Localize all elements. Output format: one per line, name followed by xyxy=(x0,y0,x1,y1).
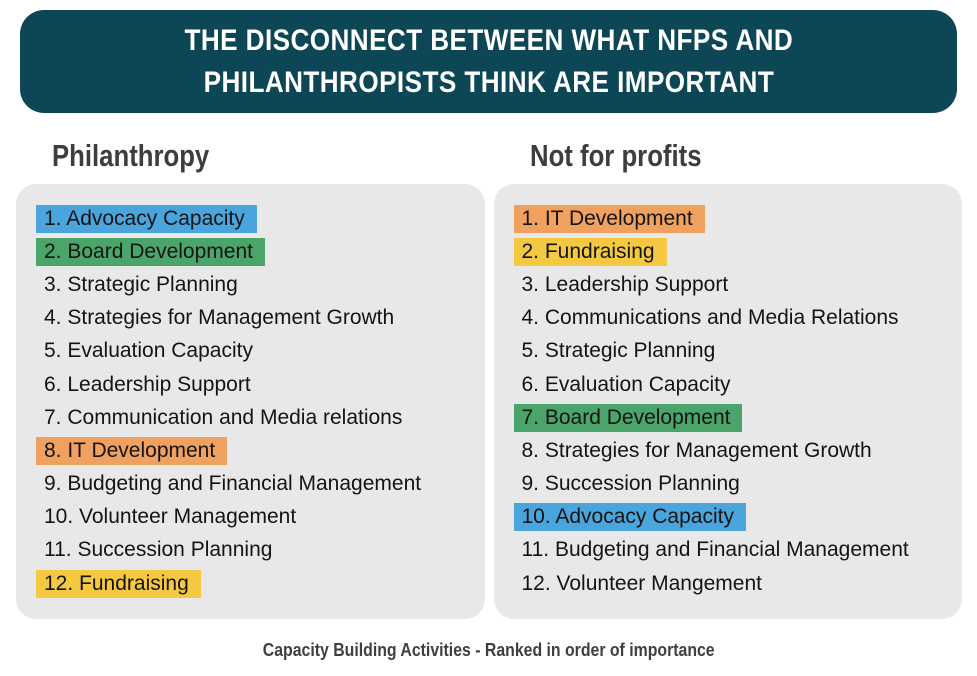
list-item-text-highlighted: 8. IT Development xyxy=(36,437,227,465)
list-item xyxy=(522,268,953,301)
not-for-profits-heading: Not for profits xyxy=(529,138,702,173)
list-item xyxy=(44,434,475,467)
list-item xyxy=(522,468,953,501)
philanthropy-heading: Philanthropy xyxy=(52,138,210,173)
list-item-text-highlighted: 2. Fundraising xyxy=(514,238,667,266)
list-item xyxy=(44,401,475,434)
list-item-text-highlighted: 1. Advocacy Capacity xyxy=(36,205,257,233)
list-item-text-highlighted: 2. Board Development xyxy=(36,238,265,266)
list-item-text: 8. Strategies for Management Growth xyxy=(521,438,872,462)
list-item xyxy=(522,401,953,434)
footer-caption xyxy=(0,640,977,661)
list-item-text: 11. Succession Planning xyxy=(44,538,273,562)
list-item xyxy=(44,268,475,301)
list-item xyxy=(44,501,475,534)
list-item xyxy=(44,567,475,600)
list-item xyxy=(522,567,953,600)
list-item xyxy=(44,202,475,235)
list-item xyxy=(44,368,475,401)
list-item-text: 12. Volunteer Mangement xyxy=(521,571,762,595)
column-philanthropy xyxy=(16,132,485,619)
list-item xyxy=(44,235,475,268)
list-item xyxy=(522,235,953,268)
list-item-text-highlighted: 10. Advocacy Capacity xyxy=(514,503,746,531)
list-item xyxy=(522,434,953,467)
list-item-text: 11. Budgeting and Financial Management xyxy=(521,538,909,562)
list-item-text: 10. Volunteer Management xyxy=(44,505,297,529)
list-item xyxy=(522,335,953,368)
column-not-for-profits xyxy=(494,132,963,619)
comparison-columns xyxy=(16,132,962,619)
philanthropy-ranked-list xyxy=(44,202,475,600)
list-item-text: 4. Communications and Media Relations xyxy=(521,306,899,330)
list-item-text: 3. Leadership Support xyxy=(521,272,729,296)
list-item-text-highlighted: 1. IT Development xyxy=(514,205,705,233)
list-item-text: 5. Strategic Planning xyxy=(521,339,716,363)
title-banner xyxy=(20,10,957,113)
philanthropy-panel xyxy=(16,184,485,619)
title-line-1: THE DISCONNECT BETWEEN WHAT NFPS AND xyxy=(184,23,793,57)
list-item-text: 6. Leadership Support xyxy=(44,372,251,396)
list-item-text: 6. Evaluation Capacity xyxy=(521,372,731,396)
list-item-text: 7. Communication and Media relations xyxy=(44,405,403,429)
list-item xyxy=(522,368,953,401)
list-item xyxy=(522,501,953,534)
list-item-text-highlighted: 7. Board Development xyxy=(514,404,743,432)
list-item xyxy=(522,302,953,335)
list-item-text: 4. Strategies for Management Growth xyxy=(44,306,395,330)
list-item-text: 5. Evaluation Capacity xyxy=(44,339,253,363)
list-item-text: 9. Budgeting and Financial Management xyxy=(44,472,422,496)
list-item-text: 9. Succession Planning xyxy=(521,472,740,496)
list-item xyxy=(522,534,953,567)
list-item xyxy=(44,302,475,335)
list-item-text: 3. Strategic Planning xyxy=(44,272,238,296)
list-item-text-highlighted: 12. Fundraising xyxy=(36,570,201,598)
not-for-profits-panel xyxy=(494,184,963,619)
list-item xyxy=(522,202,953,235)
list-item xyxy=(44,468,475,501)
list-item xyxy=(44,335,475,368)
title-line-2: PHILANTHROPISTS THINK ARE IMPORTANT xyxy=(203,65,774,99)
footer-caption-text: Capacity Building Activities - Ranked in order of importance xyxy=(262,640,715,660)
not-for-profits-ranked-list xyxy=(522,202,953,600)
list-item xyxy=(44,534,475,567)
